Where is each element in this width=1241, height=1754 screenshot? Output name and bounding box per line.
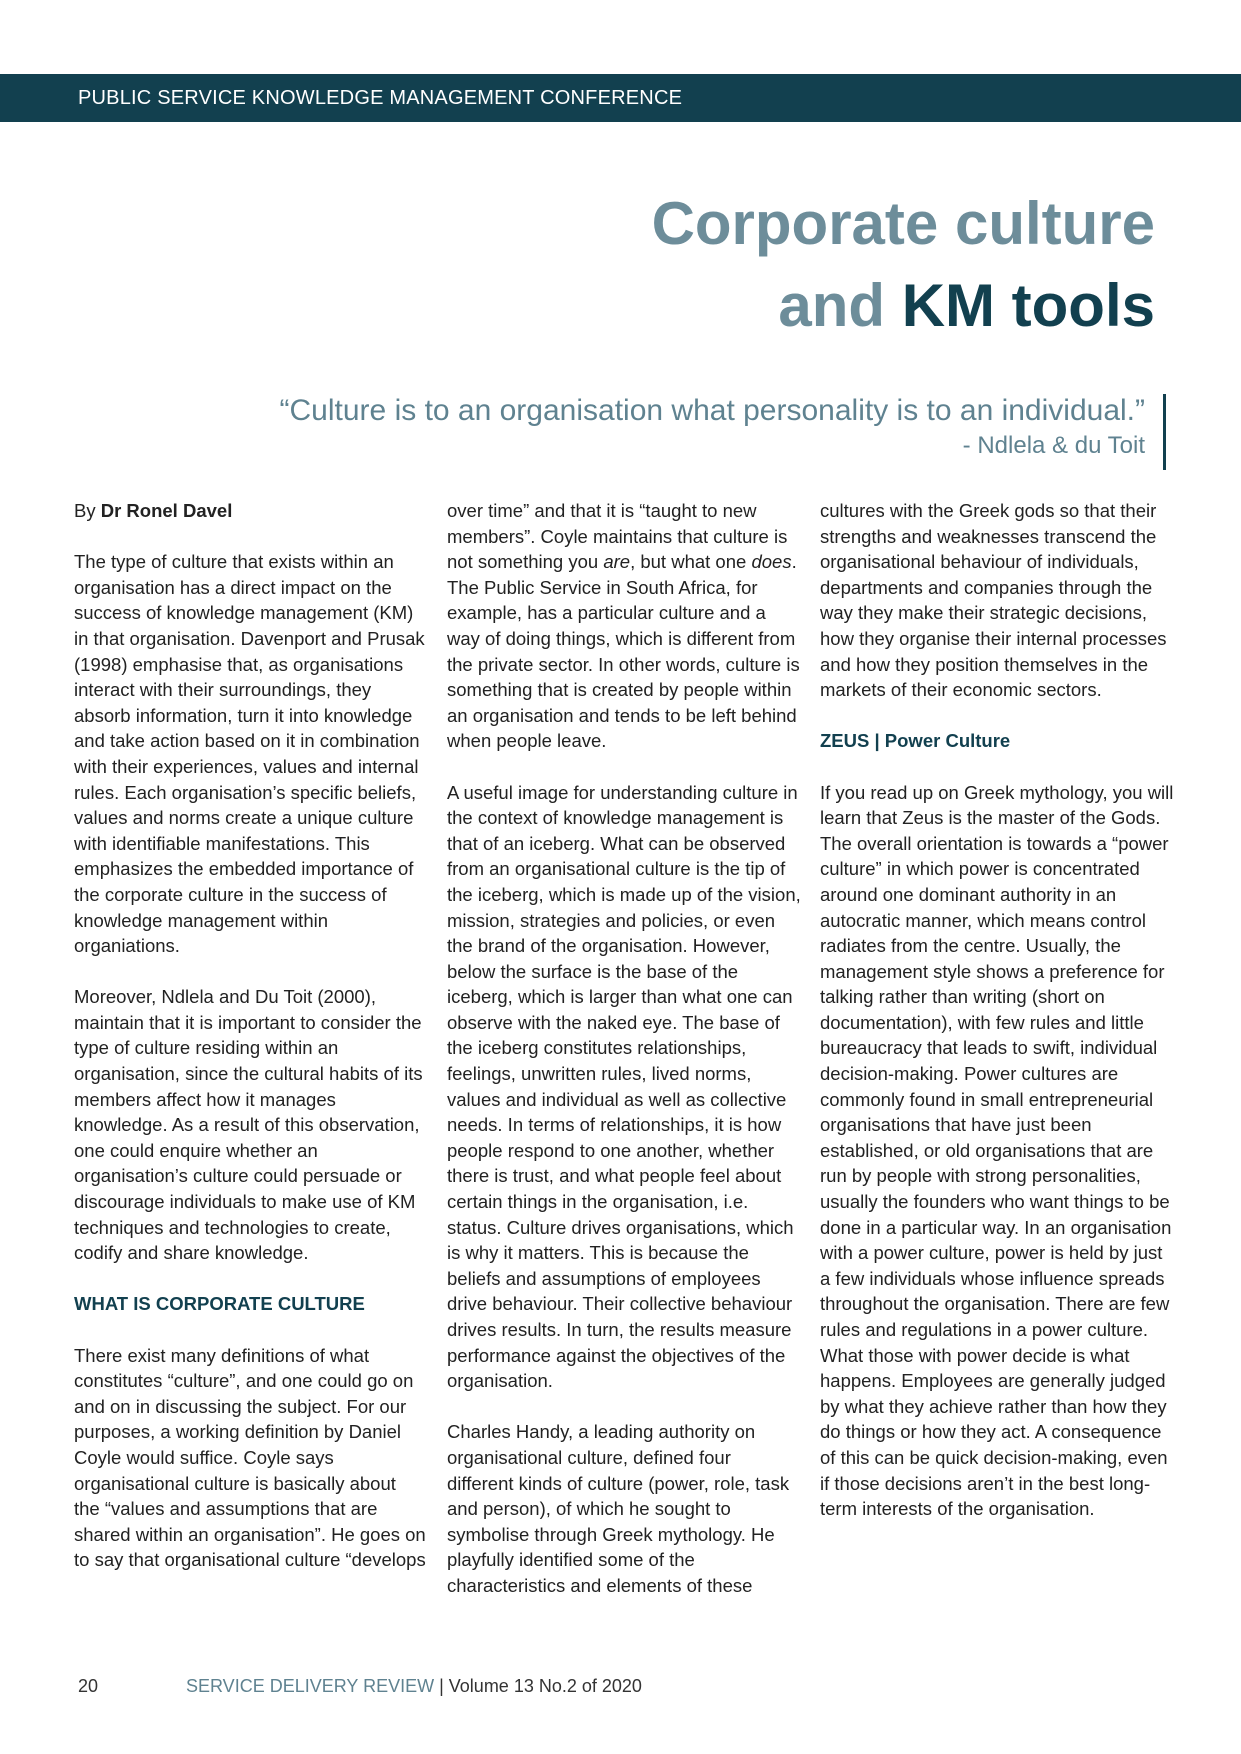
column-2 (447, 498, 801, 1624)
page-footer (78, 1676, 978, 1702)
volume-info: Volume 13 No.2 of 2020 (448, 1676, 642, 1696)
title-line-2-lead: and (778, 272, 902, 339)
byline (74, 498, 426, 524)
header-banner (0, 74, 1241, 122)
emphasis: are (603, 551, 631, 573)
paragraph: A useful image for understanding culture in the context of knowledge management is that of an iceberg. What can be observed from an organisational culture is the tip of the iceberg, which is made up of the vision, mission, strategies and policies, or even the brand of the organisation. However, below the surface is the base of the iceberg, which is larger than what one can observe with the naked eye. The base of the iceberg constitutes relationships, feelings, unwritten rules, lived norms, values and individual as well as collective needs. In terms of relationships, it is how people respond to one another, whether there is trust, and what people feel about certain things in the organisation, i.e. status. Culture drives organisations, which is why it matters. This is because the beliefs and assumptions of employees drive behaviour. Their collective behaviour drives results. In turn, the results measure performance against the objectives of the organisation. (447, 781, 801, 1392)
title-line-1: Corporate culture (651, 190, 1155, 257)
paragraph-part: . The Public Service in South Africa, for example, has a particular culture and a way of doing things, which is different from the private sector. In other words, culture is something that is created by people within an organisation and tends to be left behind when people leave. (447, 551, 800, 752)
paragraph: There exist many definitions of what constitutes “culture”, and one could go on and on in discussing the subject. For our purposes, a working definition by Daniel Coyle would suffice. Coyle says organisational culture is basically about the “values and assumptions that are shared within an organisation”. He goes on to say that organisational culture “develops (74, 1344, 426, 1571)
pull-quote-text: “Culture is to an organisation what personality is to an individual.” (279, 394, 1145, 427)
quote-accent-bar (1163, 394, 1166, 470)
footer-separator: | (434, 1676, 449, 1696)
pull-quote-attribution: - Ndlela & du Toit (962, 432, 1145, 459)
publication-info (186, 1676, 642, 1697)
emphasis: does (751, 551, 792, 573)
pull-quote (145, 391, 1145, 461)
paragraph: The type of culture that exists within an organisation has a direct impact on the success of knowledge management (KM) in that organisation. Davenport and Prusak (1998) emphasise that, as organisations interact with their surroundings, they absorb information, turn it into knowledge and take action based on it in combination with their experiences, values and internal rules. Each organisation’s specific beliefs, values and norms create a unique culture with identifiable manifestations. This emphasizes the embedded importance of the corporate culture in the success of knowledge management within organiations. (74, 551, 425, 957)
banner-title: PUBLIC SERVICE KNOWLEDGE MANAGEMENT CONFERENCE (78, 87, 683, 109)
page-number: 20 (78, 1676, 99, 1696)
section-heading: ZEUS | Power Culture (820, 730, 1011, 752)
paragraph-part: over time” and that it is “taught to new members”. Coyle maintains that culture is not something you (447, 500, 788, 573)
title-line-2 (255, 265, 1155, 347)
article-title (255, 183, 1155, 347)
publication-name: SERVICE DELIVERY REVIEW (186, 1676, 435, 1696)
byline-author: Dr Ronel Davel (100, 500, 233, 521)
column-3 (820, 498, 1174, 1547)
paragraph: Moreover, Ndlela and Du Toit (2000), maintain that it is important to consider the type of culture residing within an organisation, since the cultural habits of its members affect how it manages knowledge. As a result of this observation, one could enquire whether an organisation’s culture could persuade or discourage individuals to make use of KM techniques and technologies to create, codify and share knowledge. (74, 986, 423, 1264)
column-1 (74, 498, 426, 1599)
section-heading: WHAT IS CORPORATE CULTURE (74, 1293, 365, 1315)
paragraph: If you read up on Greek mythology, you will learn that Zeus is the master of the Gods. The overall orientation is towards a “power culture” in which power is concentrated around one dominant authority in an autocratic manner, which means control radiates from the centre. Usually, the management style shows a preference for talking rather than writing (short on documentation), with few rules and little bureaucracy that leads to swift, individual decision-making. Power cultures are commonly found in small entrepreneurial organisations that have just been established, or old organisations that are run by people with strong personalities, usually the founders who want things to be done in a particular way. In an organisation with a power culture, power is held by just a few individuals whose influence spreads throughout the organisation. There are few rules and regulations in a power culture. What those with power decide is what happens. Employees are generally judged by what they achieve rather than how they do things or how they act. A consequence of this can be quick decision-making, even if those decisions aren’t in the best long-term interests of the organisation. (820, 781, 1174, 1520)
paragraph (447, 498, 801, 754)
byline-prefix: By (74, 500, 101, 521)
paragraph: Charles Handy, a leading authority on organisational culture, defined four different kinds of culture (power, role, task and person), of which he sought to symbolise through Greek mythology. He playfully identified some of the characteristics and elements of these (447, 1421, 790, 1596)
title-highlight: KM tools (901, 272, 1155, 339)
paragraph: cultures with the Greek gods so that their strengths and weaknesses transcend the organisational behaviour of individuals, departments and companies through the way they make their strategic decisions, how they organise their internal processes and how they position themselves in the markets of their economic sectors. (820, 500, 1167, 701)
paragraph-part: , but what one (630, 551, 752, 573)
